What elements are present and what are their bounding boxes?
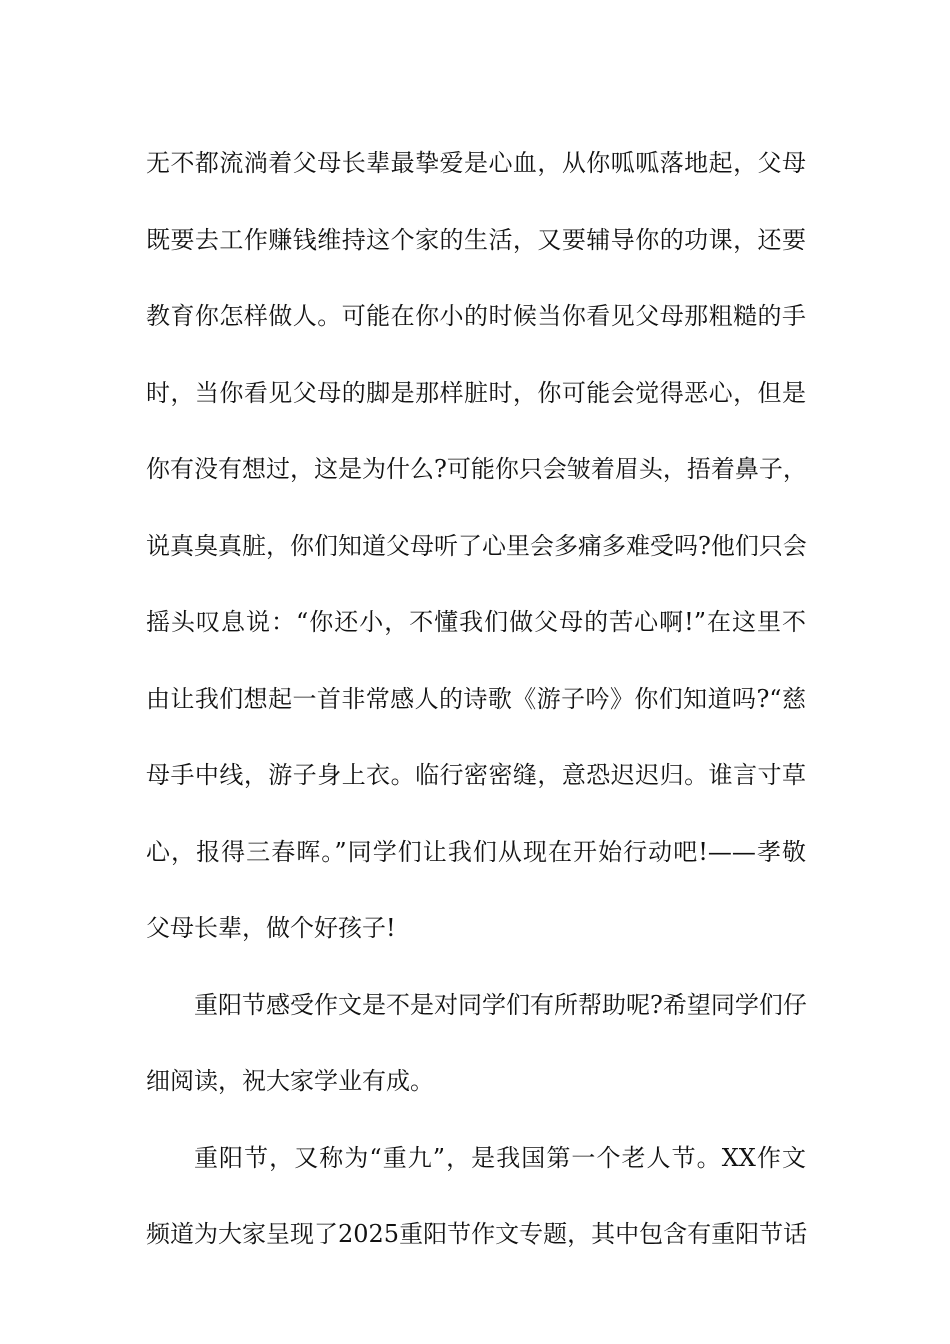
paragraph-3 <box>146 1120 806 1273</box>
text-line: 重阳节感受作文是不是对同学们有所帮助呢?希望同学们仔 <box>194 990 807 1019</box>
text-line: 既要去工作赚钱维持这个家的生活，又要辅导你的功课，还要 <box>146 225 806 254</box>
text-line: 心，报得三春晖。”同学们让我们从现在开始行动吧!——孝敬 <box>146 837 806 866</box>
text-line: 细阅读，祝大家学业有成。 <box>146 1067 434 1095</box>
text-line: 频道为大家呈现了2025重阳节作文专题，其中包含有重阳节话 <box>146 1220 808 1248</box>
text-line: 重阳节，又称为“重九”，是我国第一个老人节。XX作文 <box>194 1143 806 1172</box>
text-line: 时，当你看见父母的脚是那样脏时，你可能会觉得恶心，但是 <box>146 378 806 407</box>
text-line: 摇头叹息说：“你还小，不懂我们做父母的苦心啊!”在这里不 <box>146 608 806 636</box>
text-line: 无不都流淌着父母长辈最挚爱是心血，从你呱呱落地起，父母 <box>146 149 806 177</box>
paragraph-1 <box>146 125 806 967</box>
text-line: 说真臭真脏，你们知道父母听了心里会多痛多难受吗?他们只会 <box>146 531 807 560</box>
paragraph-2 <box>146 967 806 1120</box>
text-line: 由让我们想起一首非常感人的诗歌《游子吟》你们知道吗?“慈 <box>146 684 806 713</box>
text-line: 母手中线，游子身上衣。临行密密缝，意恐迟迟归。谁言寸草 <box>146 761 806 789</box>
text-line: 父母长辈，做个好孩子! <box>146 914 396 942</box>
text-line: 教育你怎样做人。可能在你小的时候当你看见父母那粗糙的手 <box>146 302 806 330</box>
text-line: 你有没有想过，这是为什么?可能你只会皱着眉头，捂着鼻子， <box>146 455 807 483</box>
document-body <box>146 125 806 1273</box>
